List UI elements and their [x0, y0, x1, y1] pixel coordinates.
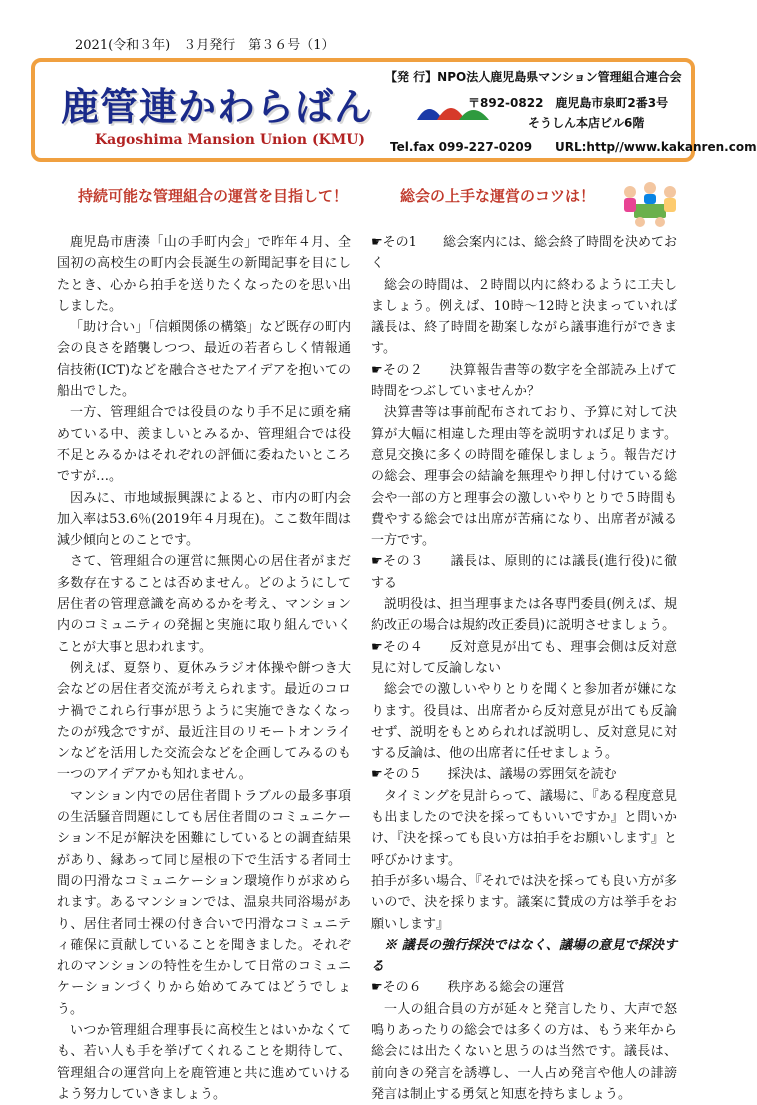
paragraph: 「助け合い」「信頼関係の構築」など既存の町内会の良さを踏襲しつつ、最近の若者らしく情報通信技術(ICT)などを融合させたアイデアを抱いての船出でした。: [57, 320, 351, 400]
newsletter-title: 鹿管連かわらばん: [61, 85, 374, 129]
tip-heading: ☛その６ 秩序ある総会の運営: [371, 980, 565, 996]
newsletter-subtitle: Kagoshima Mansion Union (KMU): [95, 132, 366, 148]
paragraph: 因みに、市地域振興課によると、市内の町内会加入率は53.6％(2019年４月現在)。ここ数年間は減少傾向とのことです。: [57, 490, 351, 549]
paragraph: 例えば、夏祭り、夏休みラジオ体操や餅つき大会などの居住者交流が考えられます。最近のコロナ禍でこれら行事が思うように実施できなくなったのが残念ですが、最近注目のリモートオンラインなどを活用した交流会などを企画してみるのも一つのアイデアかも知れません。: [57, 660, 351, 783]
publisher-building: そうしん本店ビル6階: [528, 116, 645, 130]
meeting-people-icon: [620, 178, 680, 230]
publisher-address: 〒892-0822 鹿児島市泉町2番3号: [468, 96, 669, 110]
paragraph: 拍手が多い場合、『それでは決を採っても良い方が多いので、決を採ります。議案に賛成の方は挙手をお願いします』: [371, 873, 677, 932]
masthead: [31, 58, 757, 162]
note: ※ 議長の強行採決ではなく、議場の意見で採決する: [371, 937, 677, 975]
paragraph: いつか管理組合理事長に高校生とはいかなくても、若い人も手を挙げてくれることを期待して、管理組合の運営向上を鹿管連と共に進めていけるよう努力していきましょう。: [57, 1022, 351, 1102]
paragraph: タイミングを見計らって、議場に、『ある程度意見も出ましたので決を採ってもいいですか』と問いかけ、『決を採っても良い方は拍手をお願いします』と呼びかけます。: [371, 788, 677, 868]
publisher-name: 【発 行】NPO法人鹿児島県マンション管理組合連合会: [385, 70, 682, 84]
tip-heading: ☛その２ 決算報告書等の数字を全部読み上げて時間をつぶしていませんか？: [371, 362, 677, 400]
paragraph: 一方、管理組合では役員のなり手不足に頭を痛めている中、羨ましいとみるか、管理組合では役不足とみるかはそれぞれの評価に委ねたいところですが…。: [57, 405, 351, 485]
left-heading: 持続可能な管理組合の運営を目指して！: [78, 187, 349, 205]
paragraph: 鹿児島市唐湊「山の手町内会」で昨年４月、全国初の高校生の町内会長誕生の新聞記事を目にしたとき、心から拍手を送りたくなったのを思い出しました。: [57, 235, 351, 314]
paragraph: 総会の時間は、２時間以内に終わるように工夫しましょう。例えば、10時～12時と決まっていれば議長は、終了時間を勘案しながら議事進行ができます。: [371, 277, 677, 357]
publisher-tel: Tel.fax 099-227-0209: [390, 140, 533, 154]
paragraph: マンション内での居住者間トラブルの最多事項の生活騒音問題にしても居住者間のコミュニケーション不足が解決を困難にしているとの調査結果があり、縁あって同じ屋根の下で生活する者同士間の円滑なコミュニケーション環境作りが求められます。あるマンションでは、温泉共同浴場があり、居住者同士裸の付き合いで円滑なコミュニティ確保に貢献していることを聞きました。それぞれのマンションの特性を生かして日常のコミュニケーションづくりから始めてみてはどうでしょう。: [57, 788, 351, 1017]
tip-heading: ☛その５ 採決は、議場の雰囲気を読む: [371, 767, 617, 783]
tip-heading: ☛その４ 反対意見が出ても、理事会側は反対意見に対して反論しない: [371, 639, 677, 676]
publisher-url: URL:http//www.kakanren.com: [555, 140, 757, 154]
right-article: [371, 232, 677, 1105]
paragraph: さて、管理組合の運営に無関心の居住者がまだ多数存在することは否めません。どのようにして居住者の管理意識を高めるかを考え、マンション内のコミュニティの発掘と実施に取り組んでいくことが大事と思われます。: [57, 554, 351, 655]
tip-heading: ☛その３ 議長は、原則的には議長(進行役)に徹する: [371, 554, 677, 591]
paragraph: 一人の組合員の方が延々と発言したり、大声で怒鳴りあったりの総会では多くの方は、もう来年から総会には出たくないと思うのは当然です。議長は、前向きの発言を誘導し、一人占め発言や他人の誹謗発言は制止する勇気と知恵を持ちましょう。: [371, 1001, 677, 1102]
paragraph: 決算書等は事前配布されており、予算に対して決算が大幅に相違した理由等を説明すれば足ります。意見交換に多くの時間を確保しましょう。報告だけの総会、理事会の結論を無理やり押し付けている総会や一部の方と理事会の激しいやりとりで５時間も費やする総会では出席が苦痛になり、出席者が減る一方です。: [371, 405, 677, 549]
paragraph: 説明役は、担当理事または各専門委員(例えば、規約改正の場合は規約改正委員)に説明させましょう。: [371, 597, 677, 634]
right-heading: 総会の上手な運営のコツは！: [400, 187, 596, 205]
tip-heading: ☛その1 総会案内には、総会終了時間を決めておく: [371, 235, 677, 272]
left-article: [57, 232, 351, 1105]
issue-line: 2021(令和３年) ３月発行 第３６号（1）: [75, 38, 335, 53]
paragraph: 総会での激しいやりとりを聞くと参加者が嫌になります。役員は、出席者から反対意見が出ても反論せず、説明をもとめられれば説明し、反対意見に対する反論は、他の出席者に任せましょう。: [371, 682, 677, 762]
